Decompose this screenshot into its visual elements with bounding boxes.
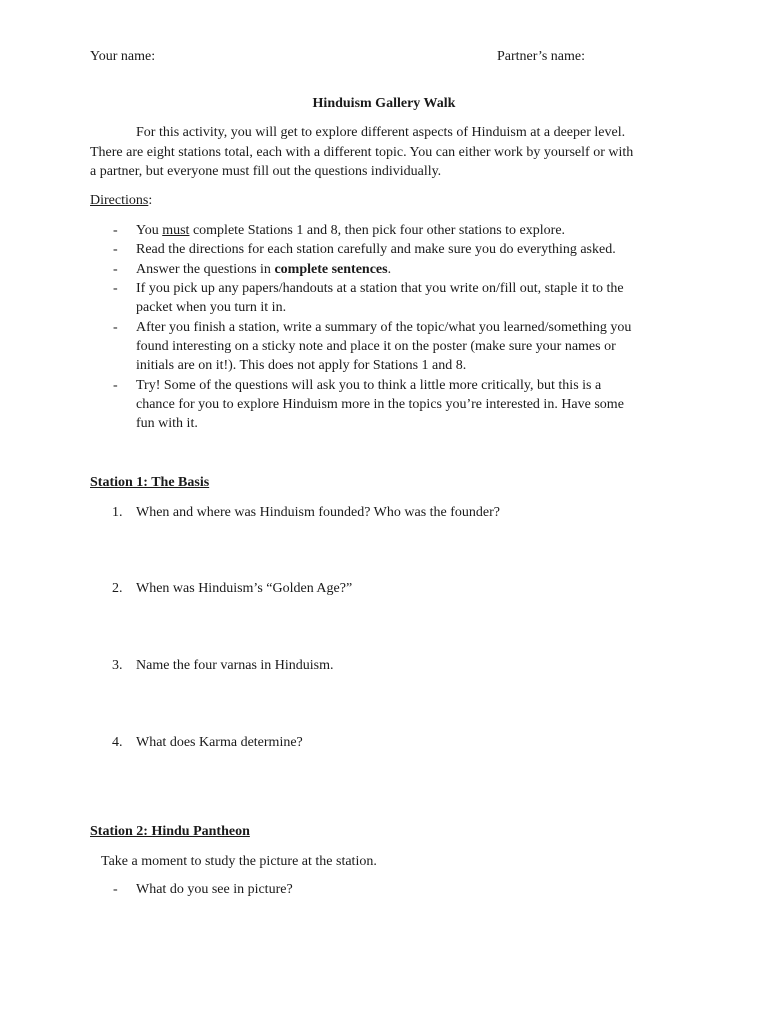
station-1-title: Station 1: The Basis bbox=[90, 475, 210, 490]
bullet-dash: - bbox=[113, 242, 118, 257]
direction-text-5 bbox=[136, 318, 631, 375]
direction-4-line-2: packet when you turn it in. bbox=[136, 300, 287, 315]
bullet-dash: - bbox=[113, 262, 118, 277]
direction-text-3 bbox=[136, 260, 391, 279]
station-2-intro: Take a moment to study the picture at the station. bbox=[101, 854, 377, 869]
direction-6-line-3: fun with it. bbox=[136, 416, 198, 431]
directions-heading bbox=[90, 191, 152, 210]
direction-5-line-2: found interesting on a sticky note and place it on the poster (make sure your names or bbox=[136, 339, 616, 354]
bullet-dash: - bbox=[113, 320, 118, 335]
direction-3-post: . bbox=[387, 262, 392, 277]
intro-line-1: For this activity, you will get to explore different aspects of Hinduism at a deeper level. bbox=[136, 125, 626, 140]
bullet-dash: - bbox=[113, 378, 118, 393]
station-2-item-text: What do you see in picture? bbox=[136, 882, 293, 897]
direction-5-line-3: initials are on it!). This does not apply for Stations 1 and 8. bbox=[136, 358, 467, 373]
direction-1-post: complete Stations 1 and 8, then pick four other stations to explore. bbox=[189, 223, 566, 238]
direction-text-4 bbox=[136, 279, 624, 317]
direction-4-line-1: If you pick up any papers/handouts at a station that you write on/fill out, staple it to the bbox=[136, 281, 624, 296]
direction-5-line-1: After you finish a station, write a summary of the topic/what you learned/something you bbox=[136, 320, 632, 335]
directions-heading-text: Directions bbox=[90, 193, 149, 208]
intro-line-2: There are eight stations total, each with a different topic. You can either work by yourself or with bbox=[90, 144, 634, 160]
page-title: Hinduism Gallery Walk bbox=[312, 96, 456, 111]
direction-3-pre: Answer the questions in bbox=[136, 262, 275, 277]
partner-name-label: Partner’s name: bbox=[497, 49, 585, 64]
direction-1-emphasis: must bbox=[162, 223, 190, 238]
question-text: Name the four varnas in Hinduism. bbox=[136, 658, 334, 673]
question-number: 1. bbox=[112, 505, 123, 520]
directions-heading-colon: : bbox=[148, 193, 153, 208]
direction-6-line-1: Try! Some of the questions will ask you to think a little more critically, but this is a bbox=[136, 378, 602, 393]
question-text: When was Hinduism’s “Golden Age?” bbox=[136, 581, 353, 596]
bullet-dash: - bbox=[113, 223, 118, 238]
question-text: When and where was Hinduism founded? Who was the founder? bbox=[136, 505, 501, 520]
bullet-dash: - bbox=[113, 882, 118, 897]
direction-text-1 bbox=[136, 221, 565, 240]
question-number: 2. bbox=[112, 581, 123, 596]
your-name-label: Your name: bbox=[90, 49, 156, 64]
direction-3-strong: complete sentences bbox=[274, 262, 388, 277]
direction-1-pre: You bbox=[136, 223, 163, 238]
direction-6-line-2: chance for you to explore Hinduism more in the topics you’re interested in. Have some bbox=[136, 397, 624, 412]
question-text: What does Karma determine? bbox=[136, 735, 303, 750]
question-number: 4. bbox=[112, 735, 123, 750]
intro-line-3: a partner, but everyone must fill out the questions individually. bbox=[90, 164, 442, 179]
intro-paragraph bbox=[90, 123, 682, 182]
bullet-dash: - bbox=[113, 281, 118, 296]
question-number: 3. bbox=[112, 658, 123, 673]
direction-text-6 bbox=[136, 376, 624, 433]
station-2-title: Station 2: Hindu Pantheon bbox=[90, 824, 250, 839]
direction-text-2: Read the directions for each station carefully and make sure you do everything asked. bbox=[136, 242, 616, 257]
